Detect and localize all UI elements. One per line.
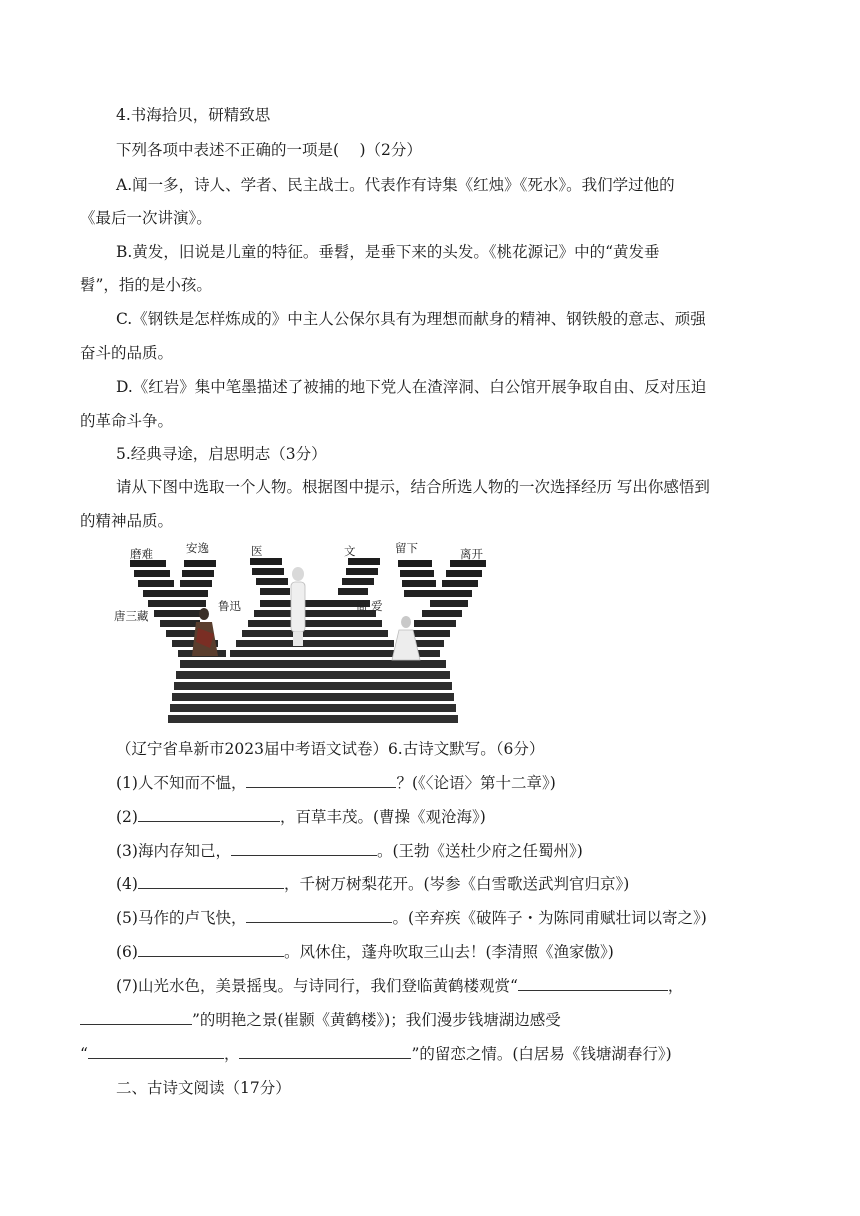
- q6-item-7-open-quote: “: [80, 1045, 88, 1063]
- q6-item-2-source: ，百草丰茂。(曹操《观沧海》): [279, 808, 486, 826]
- q6-item-6-blank[interactable]: [138, 942, 284, 957]
- q4-option-c-line2: 奋斗的品质。: [80, 344, 174, 362]
- q5-prompt-line2: 的精神品质。: [80, 512, 174, 530]
- q6-item-4-source: ，千树万树梨花开。(岑参《白雪歌送武判官归京》): [283, 875, 630, 893]
- q6-item-7-line3: [80, 1043, 672, 1065]
- q6-item-7-blank-3[interactable]: [88, 1044, 224, 1059]
- q4-option-d-line1: D.《红岩》集中笔墨描述了被捕的地下党人在渣滓洞、白公馆开展争取自由、反对压迫: [116, 378, 707, 396]
- q6-item-7-comma-2: ，: [223, 1045, 240, 1063]
- q6-item-4: [116, 873, 629, 895]
- q6-item-6-text: (6): [116, 943, 138, 961]
- q4-option-b-line1: B.黄发，旧说是儿童的特征。垂髫，是垂下来的头发。《桃花源记》中的“黄发垂: [116, 243, 660, 261]
- q4-option-a-line2: 《最后一次讲演》。: [80, 209, 212, 227]
- q6-item-7-comma: ，: [667, 977, 684, 995]
- q4-option-d-line2: 的革命斗争。: [80, 412, 174, 430]
- section-2-title: 二、古诗文阅读（17分）: [116, 1079, 291, 1097]
- q6-item-1: [116, 772, 556, 794]
- q6-item-3-blank[interactable]: [231, 841, 377, 856]
- q5-title: 5.经典寻途，启思明志（3分）: [116, 445, 327, 463]
- label-leave: 离开: [460, 547, 483, 561]
- q6-item-1-source: ？(《〈论语〉第十二章》): [396, 774, 556, 792]
- q6-item-7-text: (7)山光水色，美景摇曳。与诗同行，我们登临黄鹤楼观赏“: [116, 977, 518, 995]
- q6-item-5-source: 。(辛弃疾《破阵子・为陈同甫赋壮词以寄之》): [392, 909, 707, 927]
- q6-item-2-blank[interactable]: [138, 807, 280, 822]
- q6-item-6: [116, 941, 614, 963]
- q6-item-7-blank-4[interactable]: [239, 1044, 411, 1059]
- q6-item-6-source: 。风休住，蓬舟吹取三山去！(李清照《渔家傲》): [283, 943, 614, 961]
- label-ease: 安逸: [186, 541, 209, 555]
- q6-item-7-text-3: ”的留恋之情。(白居易《钱塘湖春行》): [411, 1045, 672, 1063]
- q4-option-a-line1: A.闻一多，诗人、学者、民主战士。代表作有诗集《红烛》《死水》。我们学过他的: [116, 176, 675, 194]
- label-stay: 留下: [395, 541, 418, 555]
- label-literature: 文: [344, 544, 356, 558]
- label-xuanzang: 唐三藏: [114, 609, 149, 623]
- label-luxun: 鲁迅: [218, 599, 241, 613]
- q5-prompt-line1: 请从下图中选取一个人物。根据图中提示，结合所选人物的一次选择经历 写出你感悟到: [116, 478, 710, 496]
- q6-title: （辽宁省阜新市2023届中考语文试卷）6.古诗文默写。（6分）: [116, 740, 545, 758]
- q6-item-7-line1: [116, 975, 683, 997]
- q6-item-2: [116, 806, 486, 828]
- base-steps: [168, 660, 458, 723]
- q6-item-3: [116, 840, 583, 862]
- q6-item-7-blank-2[interactable]: [80, 1010, 192, 1025]
- q6-item-5: [116, 907, 707, 929]
- q6-item-4-text: (4): [116, 875, 138, 893]
- q6-item-5-text: (5)马作的卢飞快，: [116, 909, 247, 927]
- q6-item-1-blank[interactable]: [246, 773, 396, 788]
- q4-option-c-line1: C.《钢铁是怎样炼成的》中主人公保尔具有为理想而献身的精神、钢铁般的意志、顽强: [116, 310, 706, 328]
- q6-item-1-text: (1)人不知而不愠，: [116, 774, 247, 792]
- q6-item-3-source: 。(王勃《送杜少府之任蜀州》): [376, 842, 583, 860]
- q6-item-7-text-2: ”的明艳之景(崔颢《黄鹤楼》)；我们漫步钱塘湖边感受: [192, 1011, 561, 1029]
- label-jane-eyre: 简·爱: [356, 599, 383, 613]
- q6-item-3-text: (3)海内存知己，: [116, 842, 231, 860]
- q6-item-7-line2: [80, 1009, 561, 1031]
- staircase-choice-figure: [110, 538, 500, 724]
- q6-item-2-text: (2): [116, 808, 138, 826]
- q6-item-5-blank[interactable]: [246, 908, 392, 923]
- q4-title: 4.书海拾贝，研精致思: [116, 106, 271, 124]
- label-medicine: 医: [251, 544, 263, 558]
- label-hardship: 磨难: [130, 547, 153, 561]
- figure-luxun: [291, 567, 305, 646]
- q4-option-b-line2: 髫”，指的是小孩。: [80, 276, 212, 294]
- q6-item-7-blank-1[interactable]: [518, 976, 668, 991]
- q6-item-4-blank[interactable]: [138, 874, 284, 889]
- q4-stem: 下列各项中表述不正确的一项是( )（2分）: [116, 141, 422, 159]
